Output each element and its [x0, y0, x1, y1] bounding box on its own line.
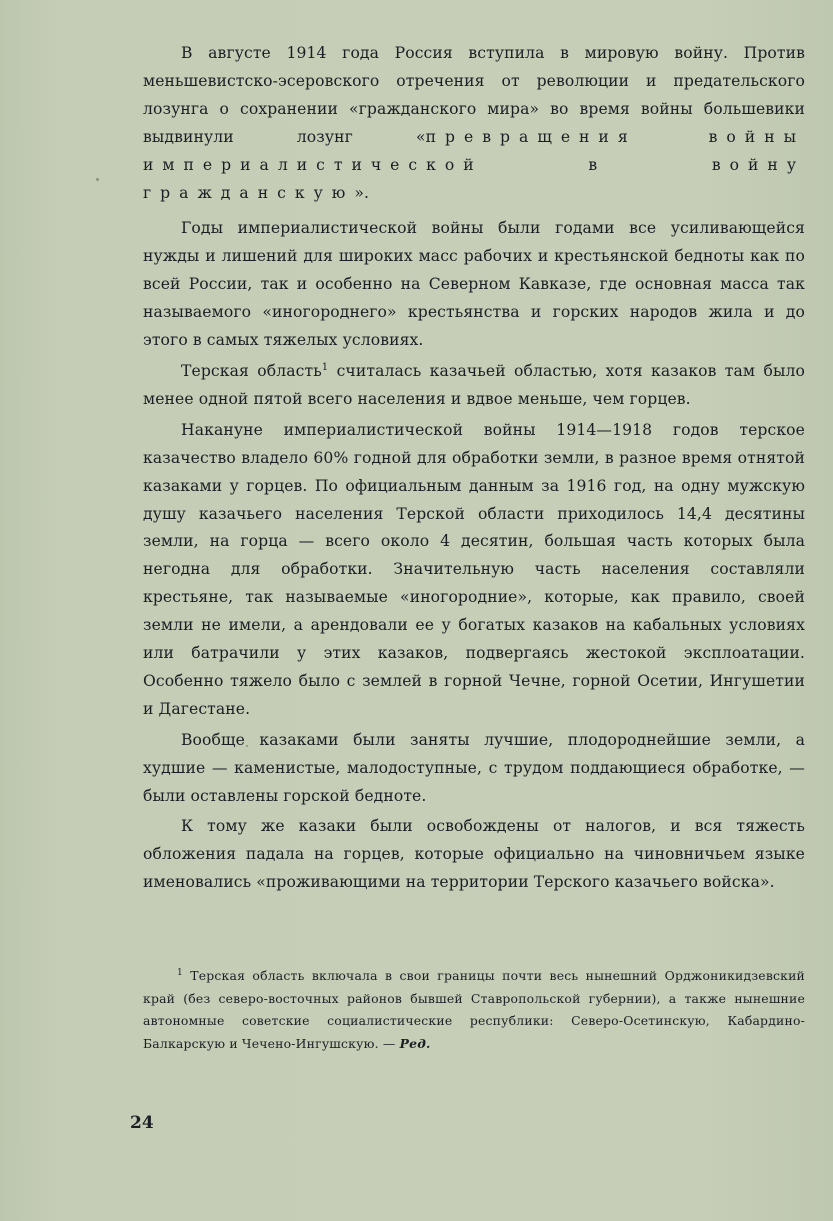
paragraph-text: Терская область — [181, 361, 322, 380]
footnote-marker[interactable]: 1 — [321, 361, 329, 373]
paragraph — [143, 40, 805, 207]
paragraph: Вообще казаками были заняты лучшие, плодороднейшие земли, а худшие — каменистые, малодоступные, с трудом поддающиеся обработке, — были оставлены горской бедноте. — [143, 730, 805, 805]
page-number: 24 — [130, 1113, 154, 1133]
footnote-text: Терская область включала в свои границы почти весь нынешний Орджоникидзевский край (без северо-восточных районов бывшей Ставропольской губернии), а также нынешние автономные советские социалистические республики: Северо-Осетинскую, Кабардино-Балкарскую и Чечено-Ингушскую. — — [143, 968, 805, 1051]
paragraph: К тому же казаки были освобождены от налогов, и вся тяжесть обложения падала на горцев, которые официально на чиновничьем языке именовались «проживающими на территории Терского казачьего войска». — [143, 817, 805, 892]
editor-note: Ред. — [399, 1035, 431, 1051]
paragraph-text: ». — [354, 183, 370, 202]
paragraph: Годы империалистической войны были годами все усиливающейся нужды и лишений для широких масс рабочих и крестьянской бедноты как по всей России, так и особенно на Северном Кавказе, где основная масса так называемого «иногороднего» крестьянства и горских народов жила и до этого в самых тяжелых условиях. — [143, 219, 805, 350]
spaced-slogan: превращения войны империалистической в войну гражданскую — [143, 127, 805, 202]
paper-speck — [96, 178, 99, 181]
footnote — [143, 965, 805, 1055]
paragraph — [143, 358, 805, 414]
paragraph-text: В августе 1914 года Россия вступила в мировую войну. Против меньшевистско-эсеровского отречения от революции и предательского лозунга о сохранении «гражданского мира» во время войны большевики выдвинули лозунг « — [143, 44, 805, 146]
paragraph: Накануне империалистической войны 1914—1918 годов терское казачество владело 60% годной для обработки земли, в разное время отнятой казаками у горцев. По официальным данным за 1916 год, на одну мужскую душу казачьего населения Терской области приходилось 14,4 десятины земли, на горца — всего около 4 десятин, большая часть которых была негодна для обработки. Значительную часть населения составляли крестьяне, так называемые «иногородние», которые, как правило, своей земли не имели, а арендовали ее у богатых казаков на кабальных условиях или батрачили у этих казаков, подвергаясь жестокой эксплоатации. Особенно тяжело было с землей в горной Чечне, горной Осетии, Ингушетии и Дагестане. — [143, 420, 805, 718]
paragraph-text: считалась казачьей областью, хотя казаков там было менее одной пятой всего населения и вдвое меньше, чем горцев. — [143, 361, 805, 408]
footnote-number: 1 — [177, 967, 183, 978]
main-text — [143, 40, 805, 897]
